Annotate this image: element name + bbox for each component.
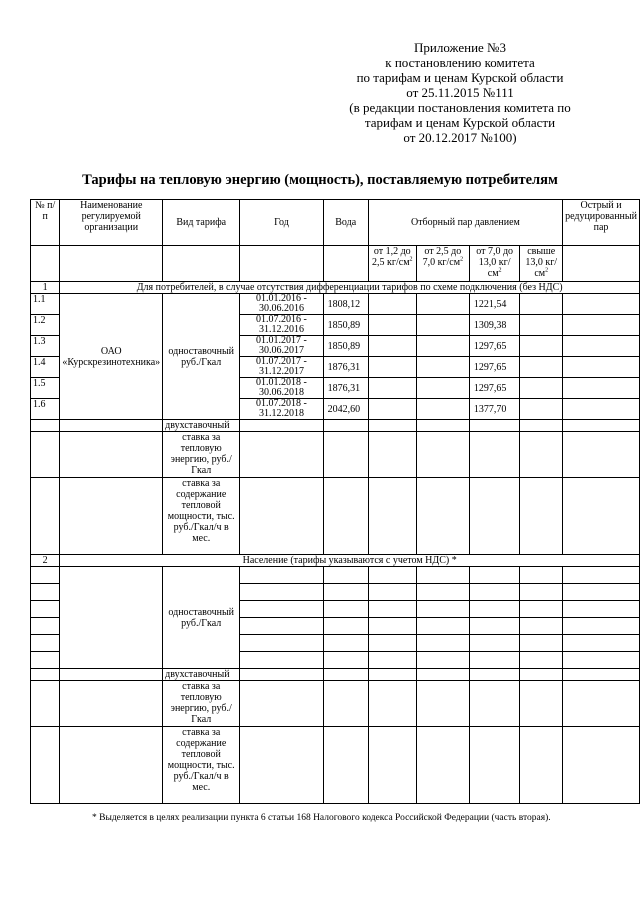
- row-number: 1.1: [31, 294, 60, 315]
- col-header-sharp: Острый и редуцированный пар: [563, 200, 640, 246]
- header-line: от 20.12.2017 №100): [403, 130, 517, 145]
- header-line: от 25.11.2015 №111: [406, 85, 514, 100]
- header-line: (в редакции постановления комитета по: [349, 100, 571, 115]
- steam-tariff: 1297,65: [469, 336, 519, 357]
- two-rate-row: [31, 420, 640, 432]
- header-line: тарифам и ценам Курской области: [364, 115, 556, 130]
- period: 01.01.2017 - 30.06.2017: [240, 336, 323, 357]
- two-rate-row: [31, 669, 640, 681]
- steam-tariff: 1377,70: [469, 399, 519, 420]
- organization-name: ОАО «Курскрезинотехника»: [60, 294, 163, 420]
- col-header-water: Вода: [323, 200, 368, 246]
- empty-cell: [163, 246, 240, 282]
- water-tariff: 2042,60: [323, 399, 368, 420]
- table-row: [31, 294, 640, 315]
- water-tariff: 1850,89: [323, 315, 368, 336]
- steam-tariff: 1309,38: [469, 315, 519, 336]
- subheader-row: [31, 246, 640, 282]
- header-line: Приложение №3: [414, 40, 506, 55]
- empty-cell: [563, 246, 640, 282]
- steam-tariff: 1297,65: [469, 378, 519, 399]
- section-row: [31, 555, 640, 567]
- period: 01.07.2016 - 31.12.2016: [240, 315, 323, 336]
- two-rate-label: двухставочный: [163, 420, 240, 432]
- water-tariff: 1876,31: [323, 357, 368, 378]
- energy-rate-row: [31, 681, 640, 727]
- empty-cell: [31, 246, 60, 282]
- single-rate-label: одноставочный руб./Гкал: [163, 294, 240, 420]
- energy-rate-label: ставка за тепловую энергию, руб./Гкал: [163, 681, 240, 727]
- steam-tariff: 1221,54: [469, 294, 519, 315]
- water-tariff: 1850,89: [323, 336, 368, 357]
- empty-cell: [60, 246, 163, 282]
- row-number: 1.2: [31, 315, 60, 336]
- steam-tariff: 1297,65: [469, 357, 519, 378]
- empty-cell: [240, 246, 323, 282]
- period: 01.07.2017 - 31.12.2017: [240, 357, 323, 378]
- section-title: Население (тарифы указываются с учетом НДС) *: [60, 555, 640, 567]
- row-number: 1.4: [31, 357, 60, 378]
- empty-cell: [323, 246, 368, 282]
- period: 01.01.2018 - 30.06.2018: [240, 378, 323, 399]
- pressure-1-header: от 1,2 до 2,5 $кг/см^2$: [368, 246, 416, 282]
- footnote: * Выделяется в целях реализации пункта 6 статьи 168 Налогового кодекса Российской Федерации (часть вторая).: [92, 813, 551, 823]
- row-number: 1.3: [31, 336, 60, 357]
- header-row: [31, 200, 640, 246]
- tariff-table: [30, 199, 640, 804]
- col-header-year: Год: [240, 200, 323, 246]
- row-number: 1.6: [31, 399, 60, 420]
- capacity-rate-label: ставка за содержание тепловой мощности, тыс. руб./Гкал/ч в мес.: [163, 478, 240, 555]
- appendix-header: [330, 40, 590, 145]
- section-title: Для потребителей, в случае отсутствия дифференциации тарифов по схеме подключения (без НДС): [60, 282, 640, 294]
- energy-rate-label: ставка за тепловую энергию, руб./Гкал: [163, 432, 240, 478]
- document-title: Тарифы на тепловую энергию (мощность), поставляемую потребителям: [82, 172, 558, 188]
- col-header-steam: Отборный пар давлением: [368, 200, 562, 246]
- col-header-num: № п/п: [31, 200, 60, 246]
- water-tariff: 1876,31: [323, 378, 368, 399]
- water-tariff: 1808,12: [323, 294, 368, 315]
- row-number: 1.5: [31, 378, 60, 399]
- period: 01.07.2018 - 31.12.2018: [240, 399, 323, 420]
- header-line: к постановлению комитета: [385, 55, 535, 70]
- capacity-rate-row: [31, 727, 640, 804]
- two-rate-label: двухставочный: [163, 669, 240, 681]
- col-header-org: Наименование регулируемой организации: [60, 200, 163, 246]
- section-number: 1: [31, 282, 60, 294]
- pressure-4-header: свыше 13,0 $кг/см^2$: [520, 246, 563, 282]
- pressure-2-header: от 2,5 до 7,0 $кг/см^2$: [416, 246, 469, 282]
- section-row: [31, 282, 640, 294]
- header-line: по тарифам и ценам Курской области: [356, 70, 564, 85]
- capacity-rate-row: [31, 478, 640, 555]
- single-rate-label: одноставочный руб./Гкал: [163, 567, 240, 669]
- period: 01.01.2016 - 30.06.2016: [240, 294, 323, 315]
- capacity-rate-label: ставка за содержание тепловой мощности, тыс. руб./Гкал/ч в мес.: [163, 727, 240, 804]
- pressure-3-header: от 7,0 до 13,0 $кг/см^2$: [469, 246, 519, 282]
- col-header-type: Вид тарифа: [163, 200, 240, 246]
- section-number: 2: [31, 555, 60, 567]
- energy-rate-row: [31, 432, 640, 478]
- table-row: [31, 567, 640, 584]
